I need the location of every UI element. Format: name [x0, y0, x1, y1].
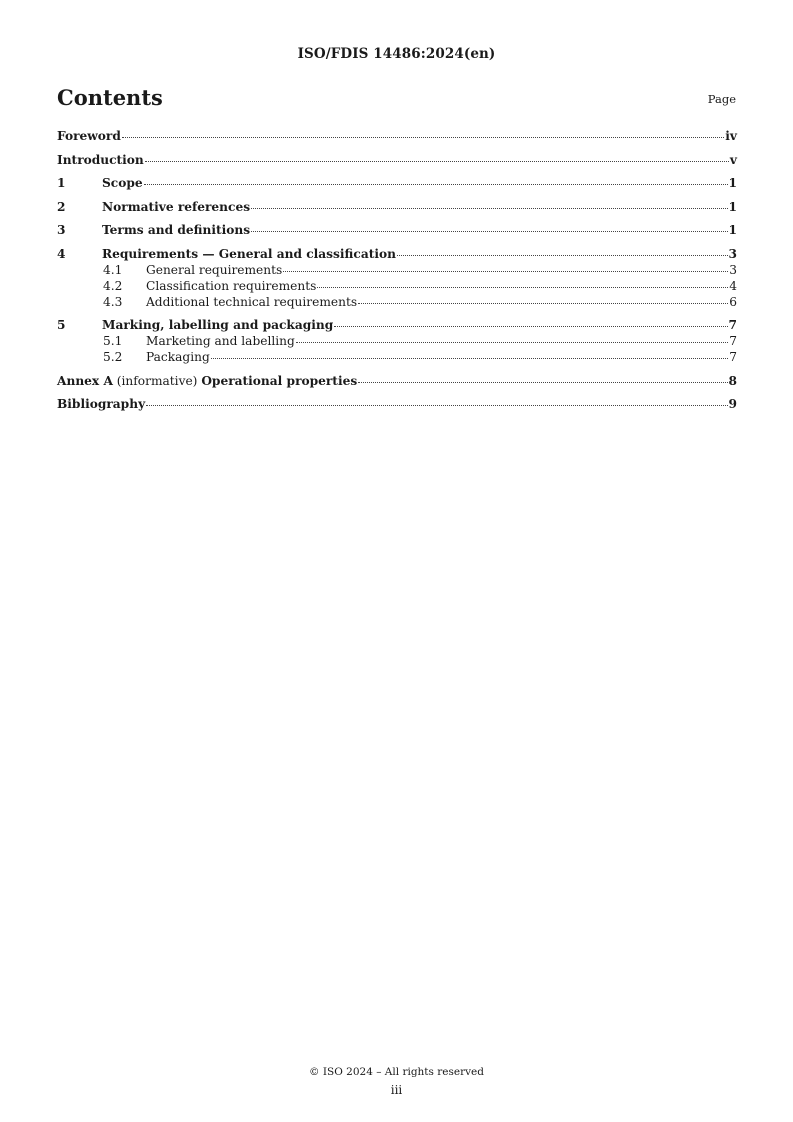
toc-entry-title: Marketing and labelling: [146, 334, 295, 348]
toc-entry-marketing-and-labelling[interactable]: [57, 333, 737, 349]
toc-entry-number: 5.2: [103, 350, 123, 364]
document-identifier: ISO/FDIS 14486:2024(en): [297, 46, 496, 62]
toc-entry-number: 4: [57, 246, 66, 261]
toc-entry-page: 3: [729, 262, 737, 277]
dot-leader: [146, 404, 727, 406]
toc-entry-number: 4.3: [103, 294, 123, 309]
toc-entry-foreword[interactable]: [57, 128, 737, 144]
dot-leader: [296, 341, 728, 343]
dot-leader: [334, 325, 727, 327]
toc-entry-annex-a[interactable]: [57, 373, 737, 389]
toc-entry-page: 6: [729, 294, 737, 309]
toc-entry-page: 7: [728, 318, 737, 332]
toc-entry-terms-and-definitions[interactable]: [57, 222, 737, 238]
dot-leader: [145, 160, 729, 162]
toc-entry-page: 7: [729, 350, 737, 364]
dot-leader: [251, 207, 727, 209]
toc-entry-scope[interactable]: [57, 175, 737, 191]
toc-entry-requirements[interactable]: [57, 246, 737, 262]
toc-entry-number: 4.2: [103, 278, 123, 293]
toc-entry-page: 8: [728, 373, 737, 388]
toc-entry-classification-requirements[interactable]: [57, 278, 737, 294]
dot-leader: [317, 286, 728, 288]
table-of-contents: [57, 128, 737, 412]
dot-leader: [358, 381, 727, 383]
toc-entry-page: 4: [729, 278, 737, 293]
toc-entry-page: 1: [728, 223, 737, 237]
toc-entry-title: Foreword: [57, 129, 121, 143]
toc-entry-number: 2: [57, 199, 66, 214]
toc-entry-normative-references[interactable]: [57, 199, 737, 215]
copyright-notice: © ISO 2024 – All rights reserved: [309, 1066, 484, 1078]
toc-entry-title: Packaging: [146, 350, 210, 364]
toc-entry-packaging[interactable]: [57, 349, 737, 365]
dot-leader: [144, 183, 728, 185]
toc-entry-additional-technical-requirements[interactable]: [57, 294, 737, 310]
toc-entry-number: 5.1: [103, 334, 123, 348]
toc-entry-number: 1: [57, 176, 66, 190]
contents-heading: Contents: [57, 85, 163, 110]
annex-note: (informative): [112, 373, 202, 388]
toc-entry-page: 3: [728, 246, 737, 261]
toc-entry-title: Marking, labelling and packaging: [102, 318, 334, 332]
toc-entry-title: Introduction: [57, 152, 144, 167]
toc-entry-page: 7: [729, 334, 737, 348]
dot-leader: [122, 136, 724, 138]
toc-entry-title: [57, 373, 357, 389]
page-column-label: Page: [707, 92, 736, 106]
toc-entry-title: Normative references: [102, 199, 251, 214]
toc-entry-page: 9: [728, 397, 737, 411]
dot-leader: [283, 270, 728, 272]
toc-entry-bibliography[interactable]: [57, 396, 737, 412]
dot-leader: [251, 230, 727, 232]
toc-entry-page: v: [729, 152, 737, 167]
toc-entry-title: General requirements: [146, 262, 283, 277]
toc-entry-title: Requirements — General and classification: [102, 246, 396, 261]
dot-leader: [358, 302, 728, 304]
toc-entry-general-requirements[interactable]: [57, 262, 737, 278]
toc-entry-number: 3: [57, 223, 66, 237]
toc-entry-title: Additional technical requirements: [146, 294, 358, 309]
toc-entry-page: iv: [725, 129, 737, 143]
annex-title: Operational properties: [201, 373, 358, 388]
dot-leader: [211, 357, 728, 359]
toc-entry-page: 1: [728, 199, 737, 214]
toc-entry-introduction[interactable]: [57, 152, 737, 168]
toc-entry-number: 4.1: [103, 262, 123, 277]
toc-entry-title: Scope: [102, 176, 143, 190]
page-number: iii: [390, 1083, 403, 1097]
toc-entry-marking-labelling-packaging[interactable]: [57, 317, 737, 333]
toc-entry-number: 5: [57, 318, 66, 332]
toc-entry-page: 1: [728, 176, 737, 190]
annex-label: Annex A: [57, 373, 113, 388]
dot-leader: [397, 254, 728, 256]
toc-entry-title: Classification requirements: [146, 278, 317, 293]
toc-entry-title: Terms and definitions: [102, 223, 251, 237]
toc-entry-title: Bibliography: [57, 397, 146, 411]
